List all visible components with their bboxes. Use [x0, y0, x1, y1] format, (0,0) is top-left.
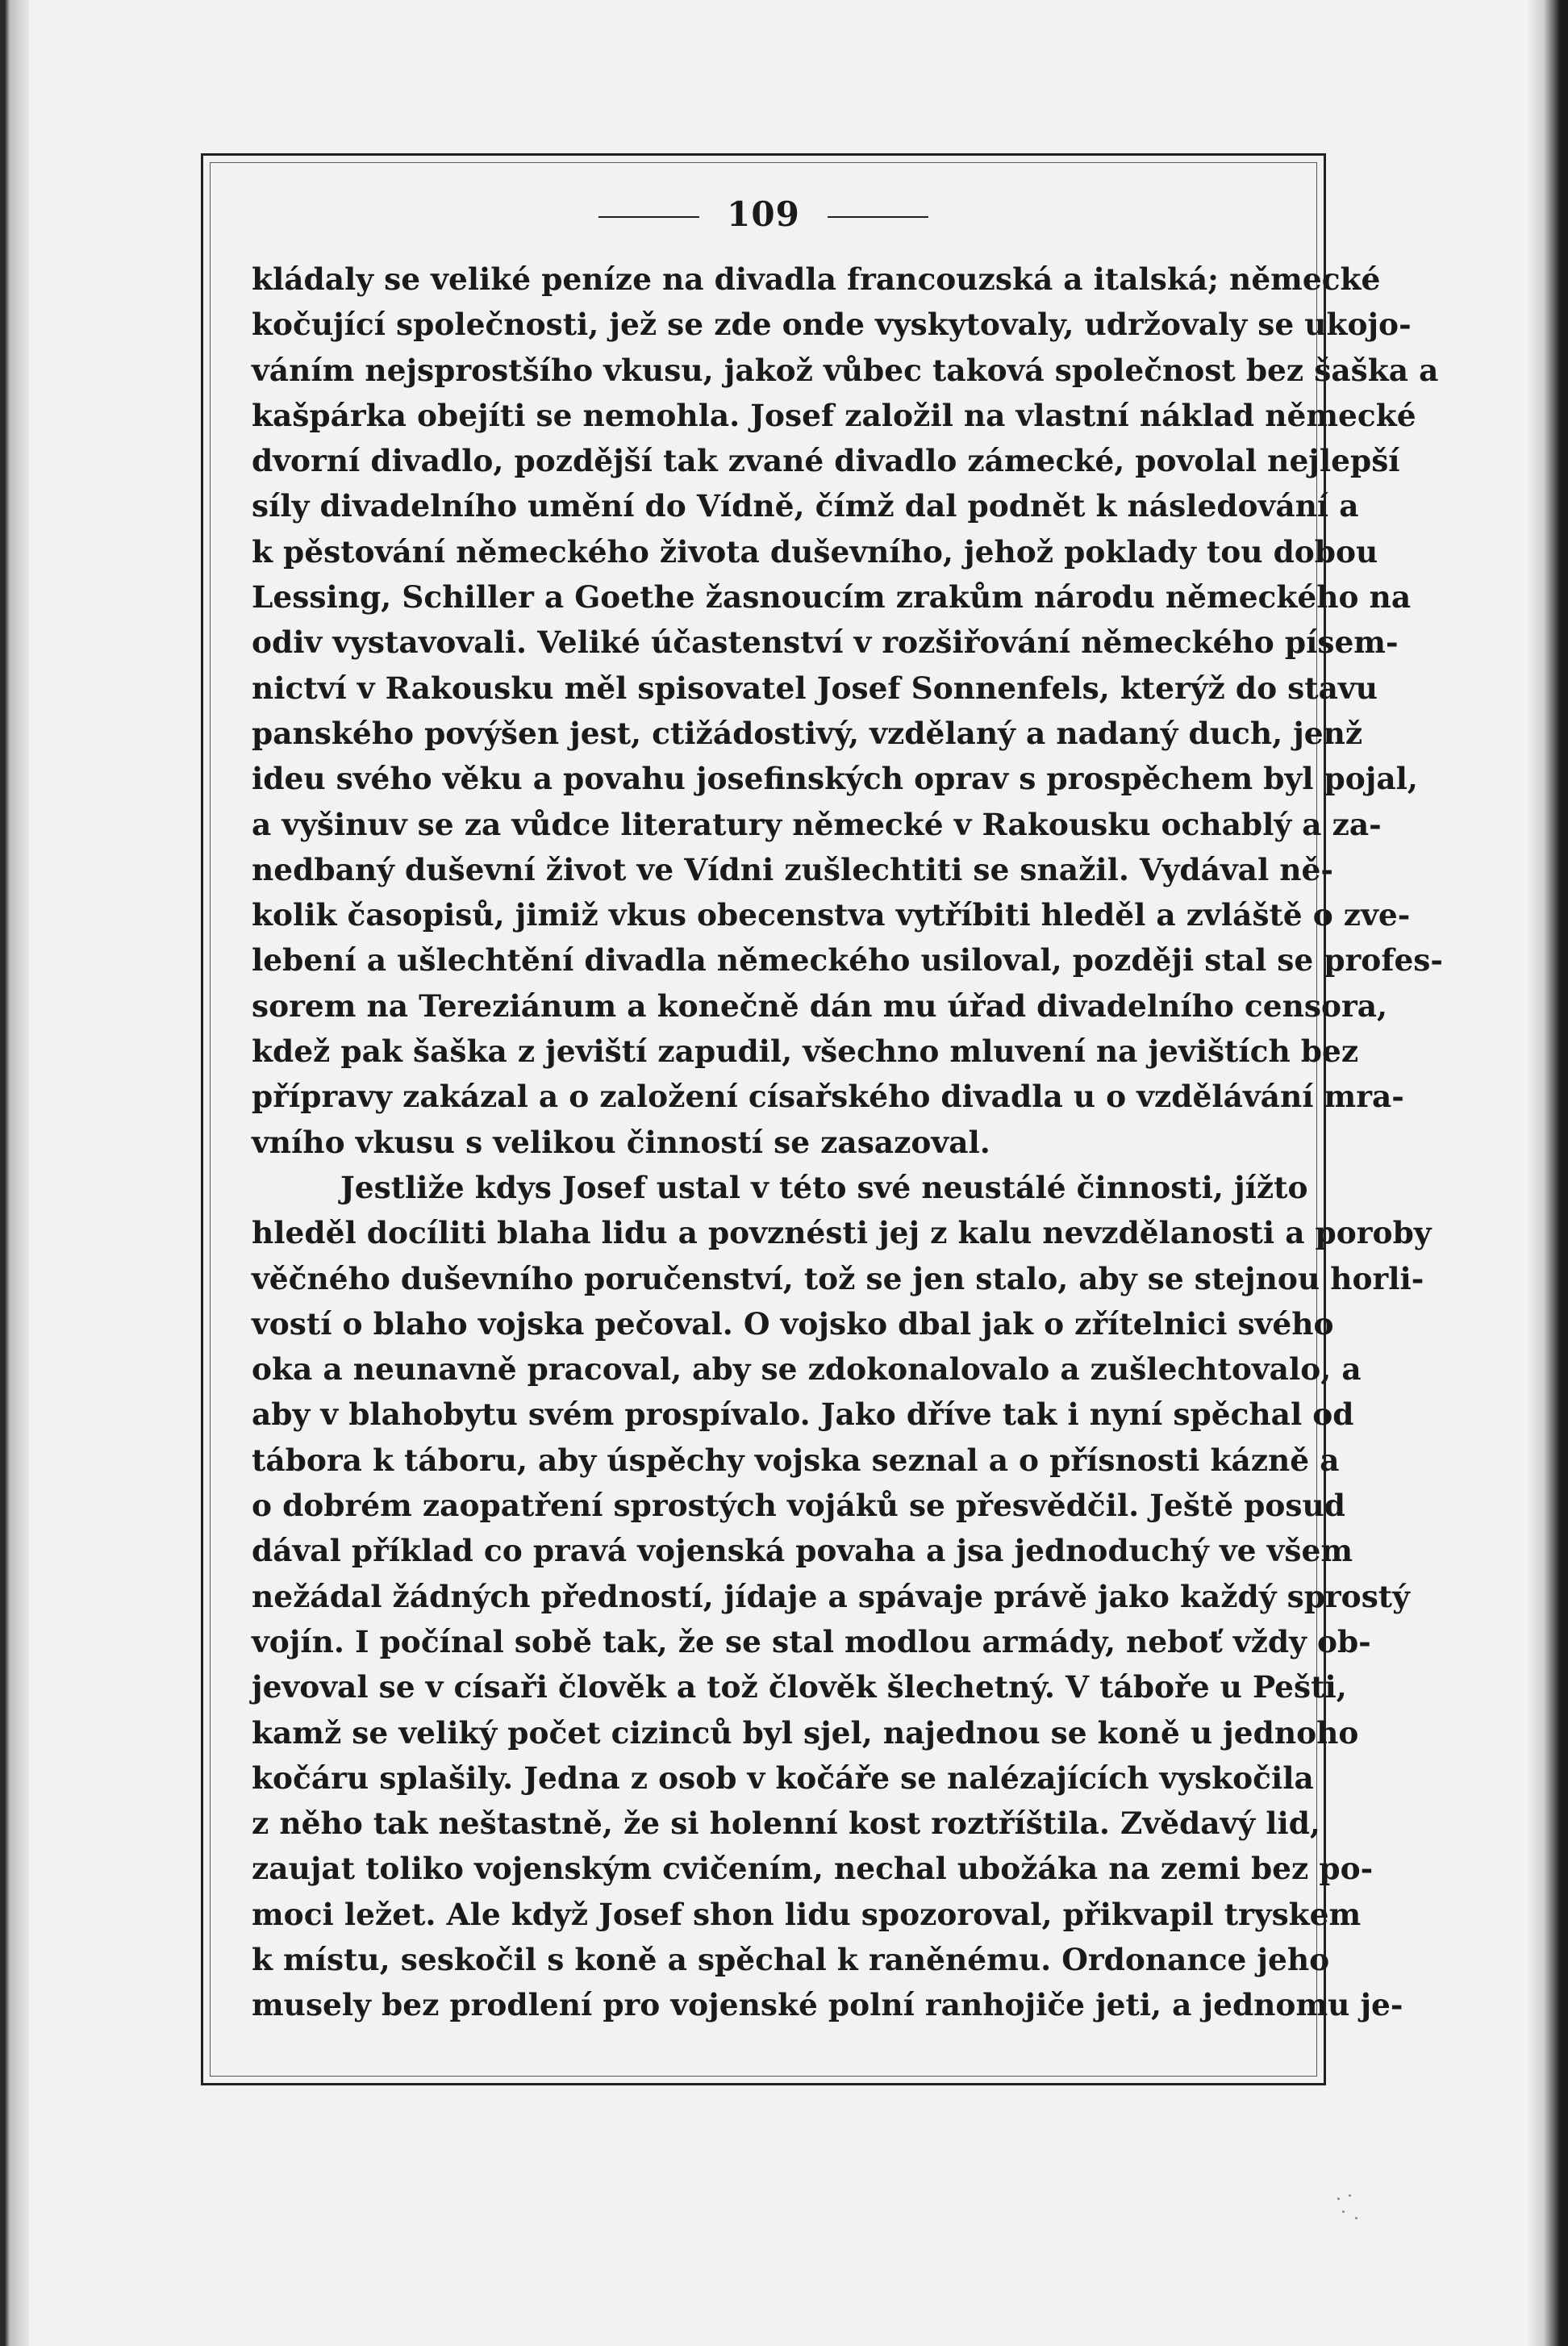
text-line: jevoval se v císaři člověk a tož člověk šlechetný. V táboře u Pešti, — [252, 1669, 1347, 1705]
text-line: zaujat toliko vojenským cvičením, nechal ubožáka na zemi bez po- — [252, 1851, 1374, 1887]
text-line: nedbaný duševní život ve Vídni zušlechtiti se snažil. Vydával ně- — [252, 851, 1333, 887]
text-frame — [201, 153, 1443, 2085]
text-line: o dobrém zaopatření sprostých vojáků se přesvědčil. Ještě posud — [252, 1488, 1346, 1524]
text-line: dával příklad co pravá vojenská povaha a jsa jednoduchý ve všem — [252, 1533, 1353, 1569]
text-line: k pěstování německého života duševního, jehož poklady tou dobou — [252, 533, 1378, 570]
text-line: z něho tak neštastně, že si holenní kost roztříštila. Zvědavý lid, — [252, 1805, 1320, 1842]
text-line: hleděl docíliti blaha lidu a povznésti jej z kalu nevzdělanosti a poroby — [252, 1215, 1432, 1251]
page-number: 109 — [727, 194, 800, 234]
page-edge-right — [1528, 0, 1568, 2346]
text-line: ideu svého věku a povahu josefinských oprav s prospěchem byl pojal, — [252, 761, 1418, 797]
paper-specks — [1334, 2193, 1366, 2225]
text-line: věčného duševního poručenství, tož se jen stalo, aby se stejnou horli- — [252, 1260, 1424, 1296]
text-line: vního vkusu s velikou činností se zasazoval. — [252, 1124, 990, 1160]
text-line: kamž se veliký počet cizinců byl sjel, najednou se koně u jednoho — [252, 1714, 1359, 1751]
text-line: kočáru splašily. Jedna z osob v kočáře se nalézajících vyskočila — [252, 1760, 1314, 1796]
text-line: nictví v Rakousku měl spisovatel Josef Sonnenfels, kterýž do stavu — [252, 670, 1378, 706]
text-line: vostí o blaho vojska pečoval. O vojsko dbal jak o zřítelnici svého — [252, 1305, 1334, 1342]
text-line: Jestliže kdys Josef ustal v této své neustálé činnosti, jížto — [340, 1169, 1308, 1205]
text-line: a vyšinuv se za vůdce literatury německé v Rakousku ochablý a za- — [252, 806, 1382, 842]
text-line: musely bez prodlení pro vojenské polní ranhojiče jeti, a jednomu je- — [252, 1987, 1403, 2023]
text-line: kládaly se veliké peníze na divadla francouzská a italská; německé — [252, 261, 1381, 297]
text-line: odiv vystavovali. Veliké účastenství v rozšiřování německého písem- — [252, 624, 1399, 661]
text-line: váním nejsprostšího vkusu, jakož vůbec taková společnost bez šaška a — [252, 352, 1439, 388]
text-line: přípravy zakázal a o založení císařského divadla u o vzdělávání mra- — [252, 1079, 1404, 1115]
text-line: Lessing, Schiller a Goethe žasnoucím zrakům národu německého na — [252, 579, 1412, 616]
text-line: síly divadelního umění do Vídně, čímž dal podnět k následování a — [252, 488, 1359, 524]
text-line: lebení a ušlechtění divadla německého usiloval, později stal se profes- — [252, 942, 1443, 979]
page-edge-left — [0, 0, 29, 2346]
header-rule-right — [828, 216, 928, 218]
text-line: oka a neunavně pracoval, aby se zdokonalovalo a zušlechtovalo, a — [252, 1351, 1362, 1388]
text-line: moci ležet. Ale když Josef shon lidu spozoroval, přikvapil tryskem — [252, 1896, 1362, 1932]
text-line: vojín. I počínal sobě tak, že se stal modlou armády, neboť vždy ob- — [252, 1623, 1371, 1659]
header-rule-left — [598, 216, 699, 218]
text-line: aby v blahobytu svém prospívalo. Jako dříve tak i nyní spěchal od — [252, 1396, 1354, 1433]
text-line: kočující společnosti, jež se zde onde vyskytovaly, udržovaly se ukojo- — [252, 307, 1412, 343]
text-line: kolik časopisů, jimiž vkus obecenstva vytříbiti hleděl a zvláště o zve- — [252, 897, 1411, 933]
text-line: kdež pak šaška z jeviští zapudil, všechno mluvení na jevištích bez — [252, 1033, 1359, 1070]
text-line: nežádal žádných předností, jídaje a spávaje právě jako každý sprostý — [252, 1578, 1410, 1614]
text-line: panského povýšen jest, ctižádostivý, vzdělaný a nadaný duch, jenž — [252, 715, 1363, 751]
text-line: k místu, seskočil s koně a spěchal k raněnému. Ordonance jeho — [252, 1941, 1330, 1977]
body-text — [252, 257, 1443, 2028]
text-line: sorem na Tereziánum a konečně dán mu úřad divadelního censora, — [252, 987, 1388, 1024]
text-line: tábora k táboru, aby úspěchy vojska seznal a o přísnosti kázně a — [252, 1442, 1340, 1478]
text-line: kašpárka obejíti se nemohla. Josef založil na vlastní náklad německé — [252, 397, 1416, 433]
page-header — [203, 194, 1324, 234]
text-line: dvorní divadlo, pozdější tak zvané divadlo zámecké, povolal nejlepší — [252, 443, 1400, 479]
